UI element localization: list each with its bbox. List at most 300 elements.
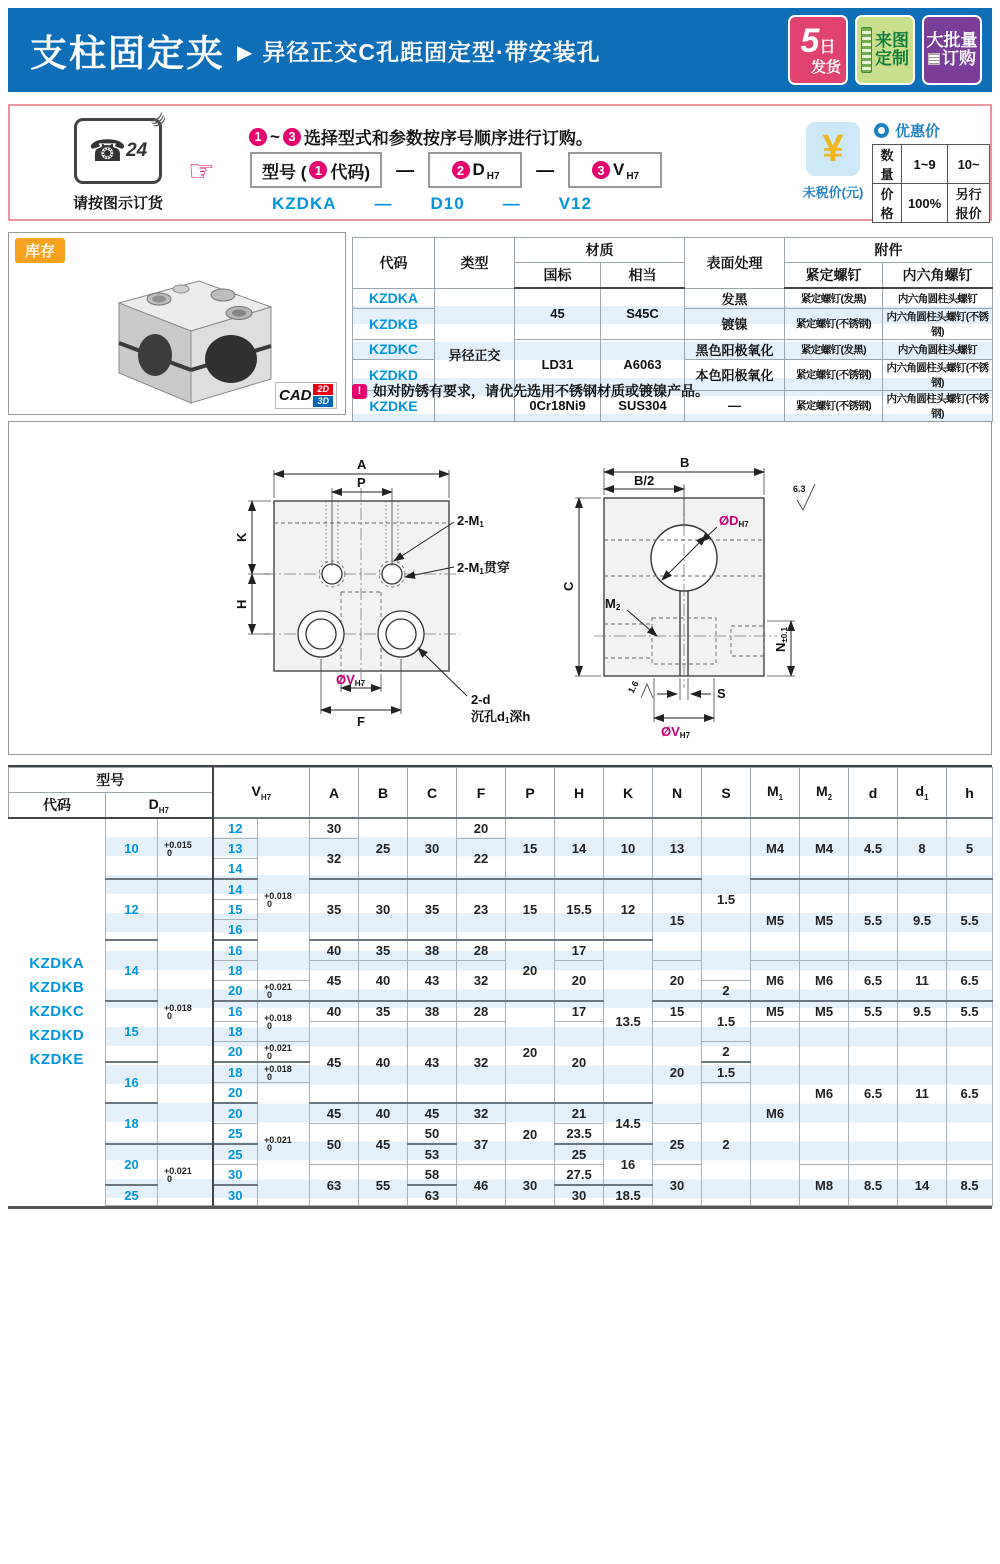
value-cell: 35 xyxy=(408,879,457,940)
label-2-d: 2-d xyxy=(471,692,491,707)
value-cell: 13 xyxy=(213,839,258,859)
value-cell: +0.018 0 xyxy=(258,1001,310,1042)
tax-note: 未税价(元) xyxy=(802,185,864,200)
value-cell: 紧定螺钉(不锈钢) xyxy=(785,390,883,421)
page-title: 支柱固定夹 xyxy=(30,33,225,74)
value-cell: 55 xyxy=(359,1165,408,1206)
dim-label-A: A xyxy=(357,457,367,472)
note-text: 如对防锈有要求，请优先选用不锈钢材质或镀镍产品。 xyxy=(373,383,709,399)
dim-label-B: B xyxy=(680,455,690,470)
value-cell: M5 xyxy=(800,879,849,961)
value-cell: 2 xyxy=(702,1083,751,1206)
phone-24-label: 24 xyxy=(126,140,148,161)
value-cell: 内六角圆柱头螺钉 xyxy=(883,288,993,308)
badge-5day-shipping xyxy=(788,15,848,85)
badge-5day-label: 发货 xyxy=(810,58,841,76)
value-cell: 18 xyxy=(213,1022,258,1042)
value-cell: 32 xyxy=(310,839,359,880)
phone-caption: 请按图示订货 xyxy=(72,195,163,212)
value-cell: +0.021 0 xyxy=(258,1083,310,1206)
value-cell: 15 xyxy=(213,900,258,920)
value-cell: 25 xyxy=(106,1185,158,1206)
value-cell: 30 xyxy=(408,818,457,879)
value-cell: 本色阳极氧化 xyxy=(685,359,785,390)
model-code: KZDKB xyxy=(29,979,85,997)
value-cell: 2 xyxy=(702,981,751,1002)
value-cell: 32 xyxy=(457,961,506,1002)
value-cell: 53 xyxy=(408,1144,457,1165)
step-number-3-icon: 3 xyxy=(283,128,301,146)
value-cell: M4 xyxy=(800,818,849,879)
value-cell: 35 xyxy=(359,1001,408,1022)
value-cell: 43 xyxy=(408,961,457,1002)
header-cell: S xyxy=(702,768,751,819)
yen-icon xyxy=(806,122,860,176)
label-phi-V: ØVH7 xyxy=(336,672,366,688)
header-cell: 表面处理 xyxy=(685,238,785,289)
surface-finish-6-3: 6.3 xyxy=(793,484,806,494)
value-cell: 镀镍 xyxy=(685,308,785,339)
formula-box-d xyxy=(428,152,522,188)
value-cell: 63 xyxy=(408,1185,457,1206)
value-cell: 6.5 xyxy=(947,961,993,1002)
value-cell: 16 xyxy=(213,1001,258,1022)
formula-box-model xyxy=(250,152,382,188)
price-label-cell: 价格 xyxy=(873,184,902,223)
dimension-table-wrap xyxy=(8,765,992,1209)
dimension-table xyxy=(8,767,993,1206)
value-cell: 8.5 xyxy=(947,1165,993,1206)
value-cell: 12 xyxy=(604,879,653,940)
order-instruction xyxy=(248,124,593,149)
stock-badge: 库存 xyxy=(15,238,65,263)
signal-arcs-icon: ))) xyxy=(148,110,169,129)
value-cell: 13.5 xyxy=(604,940,653,1103)
header-cell: N xyxy=(653,768,702,819)
value-cell: 27.5 xyxy=(555,1165,604,1186)
formula-v-letter: V xyxy=(612,160,625,179)
table-row xyxy=(9,1001,993,1022)
value-cell: 38 xyxy=(408,1001,457,1022)
example-v-value: V12 xyxy=(558,194,592,213)
value-cell: 40 xyxy=(359,1103,408,1124)
ruler-icon xyxy=(861,27,872,73)
value-cell: A6063 xyxy=(601,339,685,390)
value-cell: KZDKB xyxy=(353,308,435,339)
header-cell: 附件 xyxy=(785,238,993,263)
value-cell: 紧定螺钉(发黑) xyxy=(785,288,883,308)
pointing-hand-icon: ☞ xyxy=(188,155,215,188)
header-cell: $V_{H7}$ xyxy=(213,768,310,819)
technical-drawing-box xyxy=(8,421,992,755)
value-cell: 43 xyxy=(408,1022,457,1104)
cad-3d-tag: 3D xyxy=(313,396,333,407)
value-cell: 15 xyxy=(653,1001,702,1022)
step-number-2-icon: 2 xyxy=(452,161,470,179)
value-cell: 23.5 xyxy=(555,1124,604,1145)
value-cell: 0Cr18Ni9 xyxy=(515,390,601,421)
badge-custom-line1: 来图 xyxy=(875,31,909,51)
value-cell: 15 xyxy=(506,818,555,879)
formula-dash: — xyxy=(536,159,555,180)
value-cell: 20 xyxy=(506,940,555,1001)
value-cell: 63 xyxy=(310,1165,359,1206)
header-cell: 代码 xyxy=(353,238,435,289)
step-number-1-icon: 1 xyxy=(249,128,267,146)
value-cell: 6.5 xyxy=(849,1022,898,1165)
value-cell: 20 xyxy=(555,1022,604,1104)
label-counterbore: 沉孔d1深h xyxy=(471,709,531,725)
table-row xyxy=(353,238,993,263)
bullet-icon xyxy=(874,123,889,138)
badge-5day-number: 5 xyxy=(800,22,820,61)
price-yen-block xyxy=(802,122,864,201)
value-cell: 紧定螺钉(发黑) xyxy=(785,339,883,359)
value-cell: 20 xyxy=(106,1144,158,1185)
value-cell: 8.5 xyxy=(849,1165,898,1206)
value-cell: SUS304 xyxy=(601,390,685,421)
value-cell: M6 xyxy=(800,1022,849,1165)
value-cell: 8 xyxy=(898,818,947,879)
value-cell: 紧定螺钉(不锈钢) xyxy=(785,308,883,339)
drawing-front-view xyxy=(224,426,544,752)
value-cell: 40 xyxy=(359,961,408,1002)
header-cell: F xyxy=(457,768,506,819)
header-cell: 紧定螺钉 xyxy=(785,263,883,289)
value-cell: 5.5 xyxy=(849,1001,898,1022)
step-number-1-icon: 1 xyxy=(309,161,327,179)
value-cell: — xyxy=(685,390,785,421)
price-1-cell: 100% xyxy=(901,184,947,223)
badge-bulk-order xyxy=(922,15,982,85)
step-range-separator: ~ xyxy=(270,126,280,146)
example-dash: — xyxy=(502,194,521,213)
value-cell: 45 xyxy=(359,1124,408,1165)
value-cell: +0.018 0 xyxy=(158,879,213,1144)
value-cell: 40 xyxy=(310,1001,359,1022)
formula-model-post: 代码) xyxy=(330,162,371,182)
table-row xyxy=(9,879,993,900)
value-cell: 28 xyxy=(457,940,506,961)
value-cell: 18 xyxy=(213,961,258,981)
header-cell: K xyxy=(604,768,653,819)
value-cell: 9.5 xyxy=(898,879,947,961)
value-cell: M5 xyxy=(800,1001,849,1022)
value-cell: 30 xyxy=(310,818,359,839)
header-cell: B xyxy=(359,768,408,819)
header-cell: H xyxy=(555,768,604,819)
value-cell: 14 xyxy=(213,859,258,880)
dim-label-H: H xyxy=(234,599,249,609)
header-cell: $M_1$ xyxy=(751,768,800,819)
value-cell: 20 xyxy=(457,818,506,839)
value-cell: 紧定螺钉(不锈钢) xyxy=(785,359,883,390)
badge-bulk-line2: 订购 xyxy=(942,49,976,68)
value-cell: 58 xyxy=(408,1165,457,1186)
table-row xyxy=(873,145,990,184)
value-cell: 22 xyxy=(457,839,506,880)
value-cell: +0.021 0 xyxy=(258,1042,310,1063)
value-cell: 35 xyxy=(359,940,408,961)
value-cell: 25 xyxy=(213,1144,258,1165)
label-M2: M2 xyxy=(605,596,621,612)
dim-label-P: P xyxy=(357,475,366,490)
value-cell: 30 xyxy=(213,1165,258,1186)
value-cell: 45 xyxy=(408,1103,457,1124)
value-cell: 15.5 xyxy=(555,879,604,940)
value-cell: 32 xyxy=(457,1022,506,1104)
value-cell: 20 xyxy=(653,1022,702,1124)
value-cell: 5.5 xyxy=(947,879,993,961)
value-cell: 16 xyxy=(213,920,258,941)
discount-price-header xyxy=(874,120,940,141)
value-cell: +0.018 0 xyxy=(258,1062,310,1083)
header-cell: P xyxy=(506,768,555,819)
value-cell: 2 xyxy=(702,1042,751,1063)
value-cell: 25 xyxy=(359,818,408,879)
value-cell: 20 xyxy=(213,981,258,1002)
phone-order-block xyxy=(70,110,169,213)
value-cell: 40 xyxy=(310,940,359,961)
header-cell: d xyxy=(849,768,898,819)
formula-box-v xyxy=(568,152,662,188)
value-cell: M6 xyxy=(751,1022,800,1206)
value-cell: 45 xyxy=(310,1103,359,1124)
value-cell: +0.018 0 xyxy=(258,818,310,981)
formula-d-letter: D xyxy=(472,160,485,179)
value-cell: 1.5 xyxy=(702,818,751,981)
value-cell: 25 xyxy=(213,1124,258,1145)
value-cell: KZDKE xyxy=(353,390,435,421)
header-badges xyxy=(788,15,982,85)
value-cell: M5 xyxy=(751,1001,800,1022)
header-cell: h xyxy=(947,768,993,819)
model-code-cell xyxy=(9,818,106,1206)
value-cell: KZDKC xyxy=(353,339,435,359)
value-cell: 30 xyxy=(213,1185,258,1206)
discount-price-label: 优惠价 xyxy=(895,123,941,140)
value-cell: M8 xyxy=(800,1165,849,1206)
value-cell: 45 xyxy=(310,1022,359,1104)
value-cell: 15 xyxy=(506,879,555,940)
badge-bulk-line1: 大批量 xyxy=(926,31,978,51)
label-2-M1: 2-M1 xyxy=(457,513,484,529)
model-code: KZDKE xyxy=(29,1051,84,1069)
ordering-instructions-box xyxy=(8,104,992,221)
value-cell: 11 xyxy=(898,961,947,1002)
value-cell: S45C xyxy=(601,288,685,339)
value-cell: 30 xyxy=(359,879,408,940)
value-cell: 14 xyxy=(555,818,604,879)
value-cell: 25 xyxy=(653,1124,702,1165)
yen-glyph: ¥ xyxy=(822,127,844,170)
label-phi-D: ØDH7 xyxy=(719,513,749,529)
table-row xyxy=(873,184,990,223)
value-cell: +0.021 0 xyxy=(258,981,310,1002)
value-cell: LD31 xyxy=(515,339,601,390)
arrow-icon: ▶ xyxy=(237,41,253,64)
value-cell: 50 xyxy=(408,1124,457,1145)
value-cell: 40 xyxy=(359,1022,408,1104)
badge-5day-unit: 日 xyxy=(819,39,836,57)
model-code: KZDKC xyxy=(29,1003,85,1021)
value-cell: 38 xyxy=(408,940,457,961)
value-cell: KZDKD xyxy=(353,359,435,390)
example-d-value: D10 xyxy=(430,194,465,213)
value-cell: 内六角圆柱头螺钉(不锈钢) xyxy=(883,390,993,421)
header-cell: 型号 xyxy=(9,768,213,793)
value-cell: 9.5 xyxy=(898,1001,947,1022)
value-cell: 15 xyxy=(653,879,702,961)
table-row xyxy=(353,288,993,308)
value-cell: KZDKA xyxy=(353,288,435,308)
order-instruction-text: 选择型式和参数按序号顺序进行订购。 xyxy=(303,129,593,148)
value-cell: M5 xyxy=(751,879,800,961)
qty-range-2-cell: 10~ xyxy=(948,145,990,184)
value-cell: 50 xyxy=(310,1124,359,1165)
value-cell: 12 xyxy=(213,818,258,839)
value-cell: 20 xyxy=(213,1083,258,1104)
value-cell: 45 xyxy=(515,288,601,339)
value-cell: 28 xyxy=(457,1001,506,1022)
value-cell: 14 xyxy=(213,879,258,900)
value-cell: 内六角圆柱头螺钉(不锈钢) xyxy=(883,308,993,339)
value-cell: M6 xyxy=(751,961,800,1002)
label-phi-V-bottom: ØVH7 xyxy=(661,724,691,740)
phone-24h-icon xyxy=(74,110,169,184)
formula-dash: — xyxy=(396,159,415,180)
drawing-side-view xyxy=(549,426,849,752)
table-row xyxy=(9,818,993,839)
value-cell: 21 xyxy=(555,1103,604,1124)
value-cell: 17 xyxy=(555,940,604,961)
formula-d-sub: H7 xyxy=(486,171,500,182)
value-cell: 内六角圆柱头螺钉 xyxy=(883,339,993,359)
surface-finish-1-6: 1.6 xyxy=(625,679,641,695)
table-row xyxy=(9,768,993,793)
value-cell: 20 xyxy=(506,1001,555,1103)
phone-icon: ☎ xyxy=(88,134,127,168)
anti-rust-note xyxy=(352,381,709,401)
value-cell: 14.5 xyxy=(604,1103,653,1144)
value-cell: 25 xyxy=(555,1144,604,1165)
value-cell: 20 xyxy=(653,961,702,1002)
value-cell: 10 xyxy=(604,818,653,879)
page-header xyxy=(8,8,992,92)
model-code: KZDKA xyxy=(29,955,85,973)
value-cell: 16 xyxy=(604,1144,653,1185)
value-cell: 1.5 xyxy=(702,1001,751,1042)
value-cell: 18 xyxy=(213,1062,258,1083)
qty-label-cell: 数量 xyxy=(873,145,902,184)
value-cell: 6.5 xyxy=(947,1022,993,1165)
value-cell: 18 xyxy=(106,1103,158,1144)
header-cell: $D_{H7}$ xyxy=(106,793,213,819)
value-cell: 15 xyxy=(106,1001,158,1062)
badge-custom-drawing xyxy=(855,15,915,85)
dim-label-S: S xyxy=(717,686,726,701)
dim-label-B2: B/2 xyxy=(634,473,655,488)
dim-label-K: K xyxy=(234,532,249,542)
value-cell: 13 xyxy=(653,818,702,879)
header-cell: $M_2$ xyxy=(800,768,849,819)
value-cell: 30 xyxy=(506,1165,555,1206)
part-number-formula xyxy=(250,152,662,188)
header-cell: 相当 xyxy=(601,263,685,289)
dim-label-C: C xyxy=(561,581,576,591)
value-cell: 20 xyxy=(213,1103,258,1124)
value-cell: 45 xyxy=(310,961,359,1002)
value-cell: 异径正交 xyxy=(435,288,515,421)
header-cell: C xyxy=(408,768,457,819)
header-cell: 代码 xyxy=(9,793,106,819)
value-cell: 30 xyxy=(555,1185,604,1206)
price-table xyxy=(872,144,990,223)
step-number-3-icon: 3 xyxy=(592,161,610,179)
part-number-example xyxy=(272,194,592,214)
value-cell: 5.5 xyxy=(947,1001,993,1022)
header-cell: 内六角螺钉 xyxy=(883,263,993,289)
value-cell: M4 xyxy=(751,818,800,879)
value-cell: 23 xyxy=(457,879,506,940)
formula-v-sub: H7 xyxy=(626,171,640,182)
value-cell: 黑色阳极氧化 xyxy=(685,339,785,359)
exclamation-icon: ! xyxy=(352,384,367,399)
value-cell: 20 xyxy=(506,1103,555,1165)
header-cell: $d_1$ xyxy=(898,768,947,819)
value-cell: 6.5 xyxy=(849,961,898,1002)
header-cell: 国标 xyxy=(515,263,601,289)
header-cell: 类型 xyxy=(435,238,515,289)
dim-label-N: N±0.1 xyxy=(773,627,789,652)
value-cell: 32 xyxy=(457,1103,506,1124)
header-cell: A xyxy=(310,768,359,819)
value-cell: 30 xyxy=(653,1165,702,1206)
cad-label: CAD xyxy=(278,387,312,404)
value-cell: 11 xyxy=(898,1022,947,1165)
value-cell: 14 xyxy=(898,1165,947,1206)
value-cell: 发黑 xyxy=(685,288,785,308)
cad-download-badge[interactable] xyxy=(275,382,337,409)
value-cell: 5.5 xyxy=(849,879,898,961)
product-photo-box xyxy=(8,232,346,415)
value-cell: 10 xyxy=(106,818,158,879)
header-cell: 材质 xyxy=(515,238,685,263)
label-2-M1-through: 2-M1贯穿 xyxy=(457,560,510,576)
value-cell: 46 xyxy=(457,1165,506,1206)
model-code: KZDKD xyxy=(29,1027,85,1045)
document-icon xyxy=(928,53,940,65)
qty-range-1-cell: 1~9 xyxy=(901,145,947,184)
value-cell: 内六角圆柱头螺钉(不锈钢) xyxy=(883,359,993,390)
value-cell: 16 xyxy=(106,1062,158,1103)
value-cell: 18.5 xyxy=(604,1185,653,1206)
value-cell: M6 xyxy=(800,961,849,1002)
value-cell: 35 xyxy=(310,879,359,940)
value-cell: 1.5 xyxy=(702,1062,751,1083)
value-cell: 17 xyxy=(555,1001,604,1022)
price-2-cell: 另行报价 xyxy=(948,184,990,223)
example-model: KZDKA xyxy=(272,194,337,213)
cad-2d-tag: 2D xyxy=(313,384,333,395)
value-cell: 37 xyxy=(457,1124,506,1165)
value-cell: 4.5 xyxy=(849,818,898,879)
value-cell: 12 xyxy=(106,879,158,940)
badge-custom-line2: 定制 xyxy=(875,49,909,68)
value-cell: 5 xyxy=(947,818,993,879)
value-cell: 16 xyxy=(213,940,258,961)
value-cell: 14 xyxy=(106,940,158,1001)
